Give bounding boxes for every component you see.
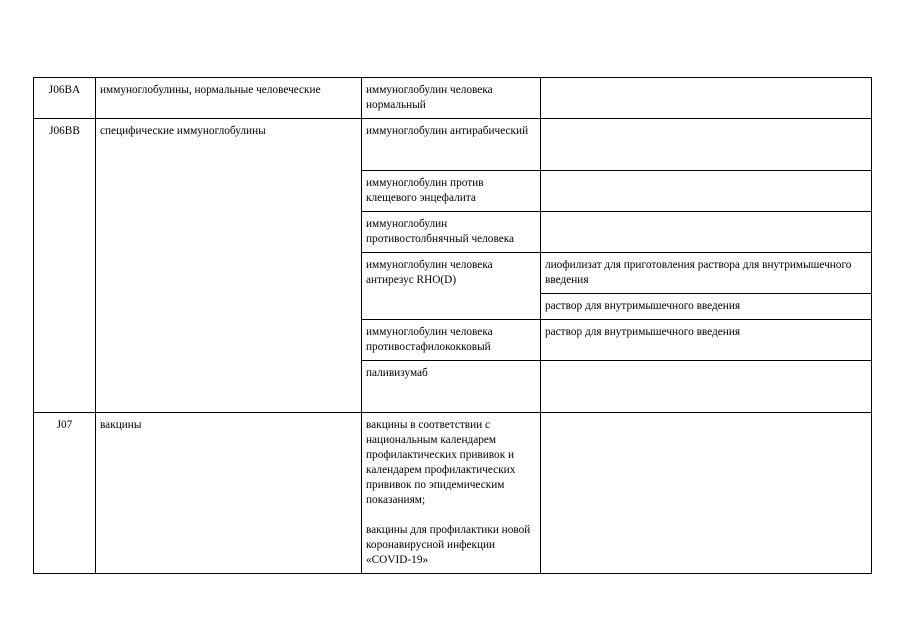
- drug-name-cell: иммуноглобулин против клещевого энцефалита: [362, 171, 541, 212]
- dosage-form-cell: [541, 171, 872, 212]
- atc-code-cell: J06BA: [34, 78, 96, 119]
- dosage-form-cell: раствор для внутримышечного введения: [541, 294, 872, 320]
- table-row-j06bb: [34, 119, 872, 171]
- dosage-form-cell: [541, 119, 872, 171]
- drug-name-cell: иммуноглобулин человека антирезус RHO(D): [362, 253, 541, 320]
- drug-name-cell: [362, 413, 541, 574]
- dosage-form-cell: лиофилизат для приготовления раствора для внутримышечного введения: [541, 253, 872, 294]
- atc-code-cell: J06BB: [34, 119, 96, 413]
- drug-classification-table: [33, 77, 872, 574]
- group-name-cell: вакцины: [96, 413, 362, 574]
- drug-name-cell: иммуноглобулин антирабический: [362, 119, 541, 171]
- drug-name-cell: иммуноглобулин человека противостафилококковый: [362, 320, 541, 361]
- dosage-form-cell: [541, 212, 872, 253]
- dosage-form-cell: раствор для внутримышечного введения: [541, 320, 872, 361]
- group-name-cell: специфические иммуноглобулины: [96, 119, 362, 413]
- table-row-j07: [34, 413, 872, 574]
- table-row-j06ba: [34, 78, 872, 119]
- drug-text-national-calendar: вакцины в соответствии с национальным календарем профилактических прививок и календарем профилактических прививок по эпидемическим показаниям;: [366, 419, 516, 506]
- paragraph-gap: [366, 508, 536, 523]
- atc-code-cell: J07: [34, 413, 96, 574]
- drug-name-cell: иммуноглобулин человека нормальный: [362, 78, 541, 119]
- dosage-form-cell: [541, 413, 872, 574]
- dosage-form-cell: [541, 361, 872, 413]
- dosage-form-cell: [541, 78, 872, 119]
- drug-text-covid: вакцины для профилактики новой коронавирусной инфекции «COVID-19»: [366, 524, 531, 566]
- group-name-cell: иммуноглобулины, нормальные человеческие: [96, 78, 362, 119]
- drug-name-cell: паливизумаб: [362, 361, 541, 413]
- drug-name-cell: иммуноглобулин противостолбнячный человека: [362, 212, 541, 253]
